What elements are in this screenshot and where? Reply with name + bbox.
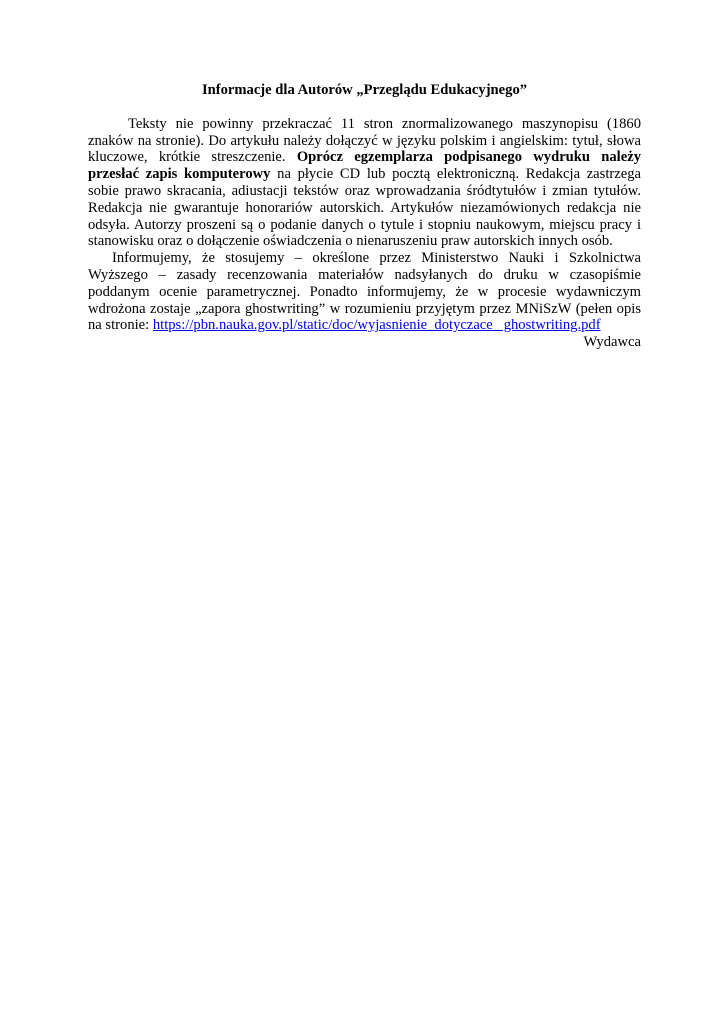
- document-page: [88, 82, 641, 351]
- paragraph-submission-rules: [88, 116, 641, 250]
- paragraph-1-text-b: na płycie CD lub pocztą elektroniczną. Redakcja zastrzega sobie prawo skracania, adiustacji tekstów oraz wprowadzania śródtytułów i zmian tytułów. Redakcja nie gwarantuje honorariów autorskich. Artykułów niezamówionych redakcja nie odsyła. Autorzy proszeni są o podanie danych o tytule i stopniu naukowym, miejscu pracy i stanowisku oraz o dołączenie oświadczenia o nienaruszeniu praw autorskich innych osób.: [88, 166, 641, 250]
- publisher-signature: Wydawca: [583, 334, 641, 351]
- paragraph-1-text-a: Teksty nie powinny przekraczać 11 stron znormalizowanego maszynopisu (1860 znaków na stronie). Do artykułu należy dołączyć w języku polskim i angielskim: tytuł, słowa kluczowe, krótkie streszczenie.: [88, 115, 641, 166]
- document-title: Informacje dla Autorów „Przeglądu Edukacyjnego”: [201, 82, 528, 98]
- paragraph-review-policy: [88, 250, 641, 334]
- ghostwriting-link[interactable]: https://pbn.nauka.gov.pl/static/doc/wyjasnienie_dotyczace_ ghostwriting.pdf: [152, 317, 601, 334]
- paragraph-1-bold-text: Oprócz egzemplarza podpisanego wydruku należy przesłać zapis komputerowy: [88, 149, 641, 183]
- paragraph-2-text: Informujemy, że stosujemy – określone przez Ministerstwo Nauki i Szkolnictwa Wyższego – zasady recenzowania materiałów nadsyłanych do druku w czasopiśmie poddanym ocenie parametrycznej. Ponadto informujemy, że w procesie wydawniczym wdrożona zostaje „zapora ghostwriting” w rozumieniu przyjętym przez MNiSzW (pełen opis na stronie:: [88, 250, 641, 334]
